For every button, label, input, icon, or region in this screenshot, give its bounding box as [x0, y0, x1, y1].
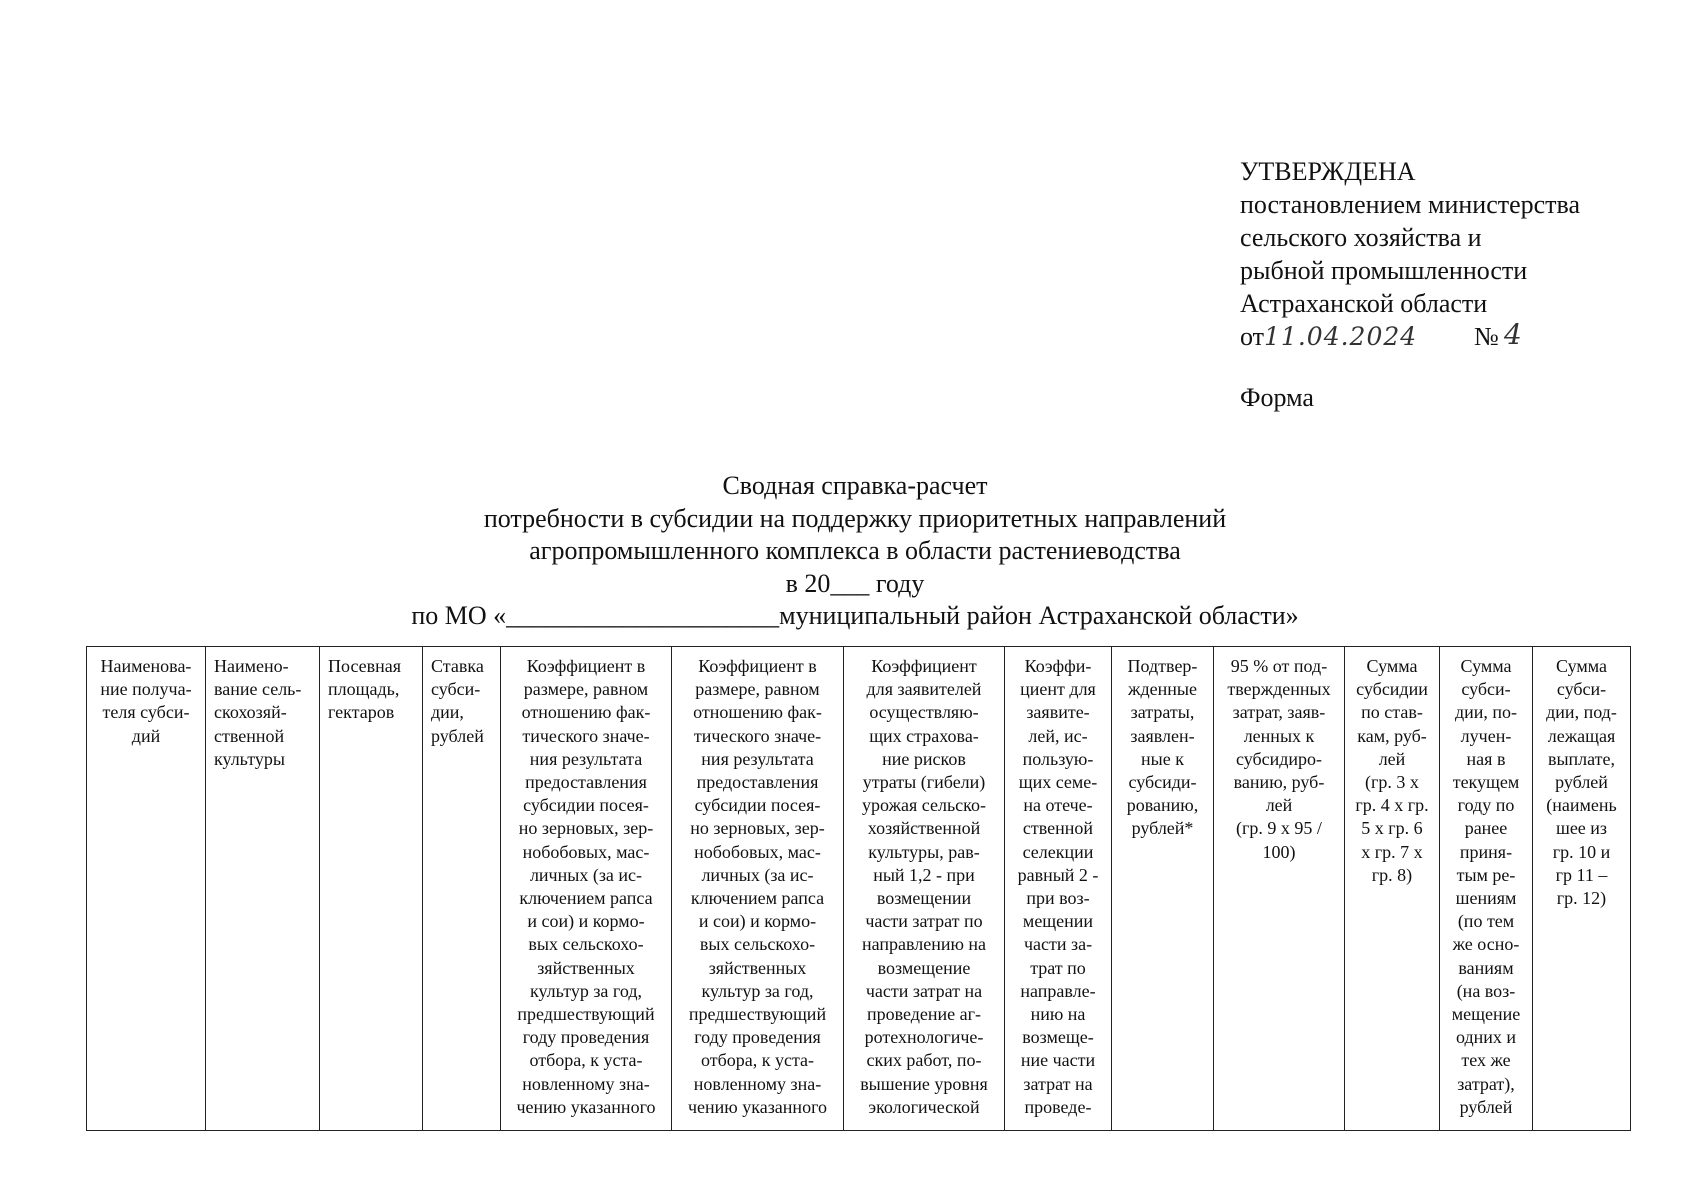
- document-title: [0, 470, 1696, 633]
- approval-heading: УТВЕРЖДЕНА: [1240, 157, 1416, 186]
- column-header: 95 % от под- твержденных затрат, заяв- ленных к субсидиро- ванию, руб- лей (гр. 9 х 95 / 100): [1214, 647, 1345, 1131]
- title-line-municipality: по МО «_____________________муниципальный район Астраханской области»: [411, 601, 1299, 630]
- approval-block: [1240, 155, 1580, 353]
- approval-date-line: [1240, 320, 1580, 353]
- title-line-year: в 20___ году: [785, 568, 925, 598]
- column-header: Коэффициент для заявителей осуществляю- щих страхова- ние рисков утраты (гибели) урожая сельско- хозяйственной культуры, рав- ный 1,2 - при возмещении части затрат по направлению на возмещение части затрат на проведение аг- ротехнологиче- ских работ, по- вышение уровня экологической: [844, 647, 1005, 1131]
- table-header-row: [87, 647, 1631, 1131]
- number-label: №: [1474, 322, 1499, 351]
- column-header: Наименова- ние получа- теля субси- дий: [87, 647, 206, 1131]
- column-header: Подтвер- жденные затраты, заявлен- ные к субсиди- рованию, рублей*: [1112, 647, 1214, 1131]
- column-header: Посевная площадь, гектаров: [320, 647, 423, 1131]
- approval-line: постановлением министерства: [1240, 190, 1581, 219]
- column-header: Сумма субси- дии, по- лучен- ная в текущем году по ранее приня- тым ре- шениям (по тем же осно- ваниям (на воз- мещение одних и тех же затрат), рублей: [1440, 647, 1533, 1131]
- column-header: Коэффициент в размере, равном отношению фак- тического значе- ния результата предоставления субсидии посея- но зерновых, зер- нобобовых, мас- личных (за ис- ключением рапса и сои) и кормо- вых сельскохо- зяйственных культур за год, предшествующий году проведения отбора, к уста- новленному зна- чению указанного: [672, 647, 844, 1131]
- handwritten-number: 4: [1504, 318, 1522, 351]
- calculation-table: [86, 646, 1631, 1131]
- date-prefix: от: [1240, 322, 1265, 351]
- column-header: Коэффициент в размере, равном отношению фак- тического значе- ния результата предоставления субсидии посея- но зерновых, зер- нобобовых, мас- личных (за ис- ключением рапса и сои) и кормо- вых сельскохо- зяйственных культур за год, предшествующий году проведения отбора, к уста- новленному зна- чению указанного: [501, 647, 672, 1131]
- title-line: Сводная справка-расчет: [722, 471, 988, 500]
- column-header: Ставка субси- дии, рублей: [423, 647, 501, 1131]
- approval-line: Астраханской области: [1240, 289, 1488, 318]
- column-header: Сумма субсидии по став- кам, руб- лей (гр. 3 х гр. 4 х гр. 5 х гр. 6 х гр. 7 х гр. 8): [1345, 647, 1440, 1131]
- form-label: Форма: [1240, 383, 1314, 412]
- column-header: Наимено- вание сель- скохозяй- ственной культуры: [206, 647, 320, 1131]
- handwritten-date: 11.04.2024: [1264, 322, 1418, 351]
- column-header: Коэффи- циент для заявите- лей, ис- пользую- щих семе- на отече- ственной селекции равный 2 - при воз- мещении части за- трат по направле- нию на возмеще- ние части затрат на проведе-: [1005, 647, 1112, 1131]
- approval-line: рыбной промышленности: [1240, 256, 1528, 285]
- title-line: агропромышленного комплекса в области растениеводства: [529, 536, 1181, 565]
- column-header: Сумма субси- дии, под- лежащая выплате, рублей (наимень шее из гр. 10 и гр 11 – гр. 12): [1533, 647, 1631, 1131]
- approval-line: сельского хозяйства и: [1240, 223, 1482, 252]
- title-line: потребности в субсидии на поддержку приоритетных направлений: [483, 503, 1227, 533]
